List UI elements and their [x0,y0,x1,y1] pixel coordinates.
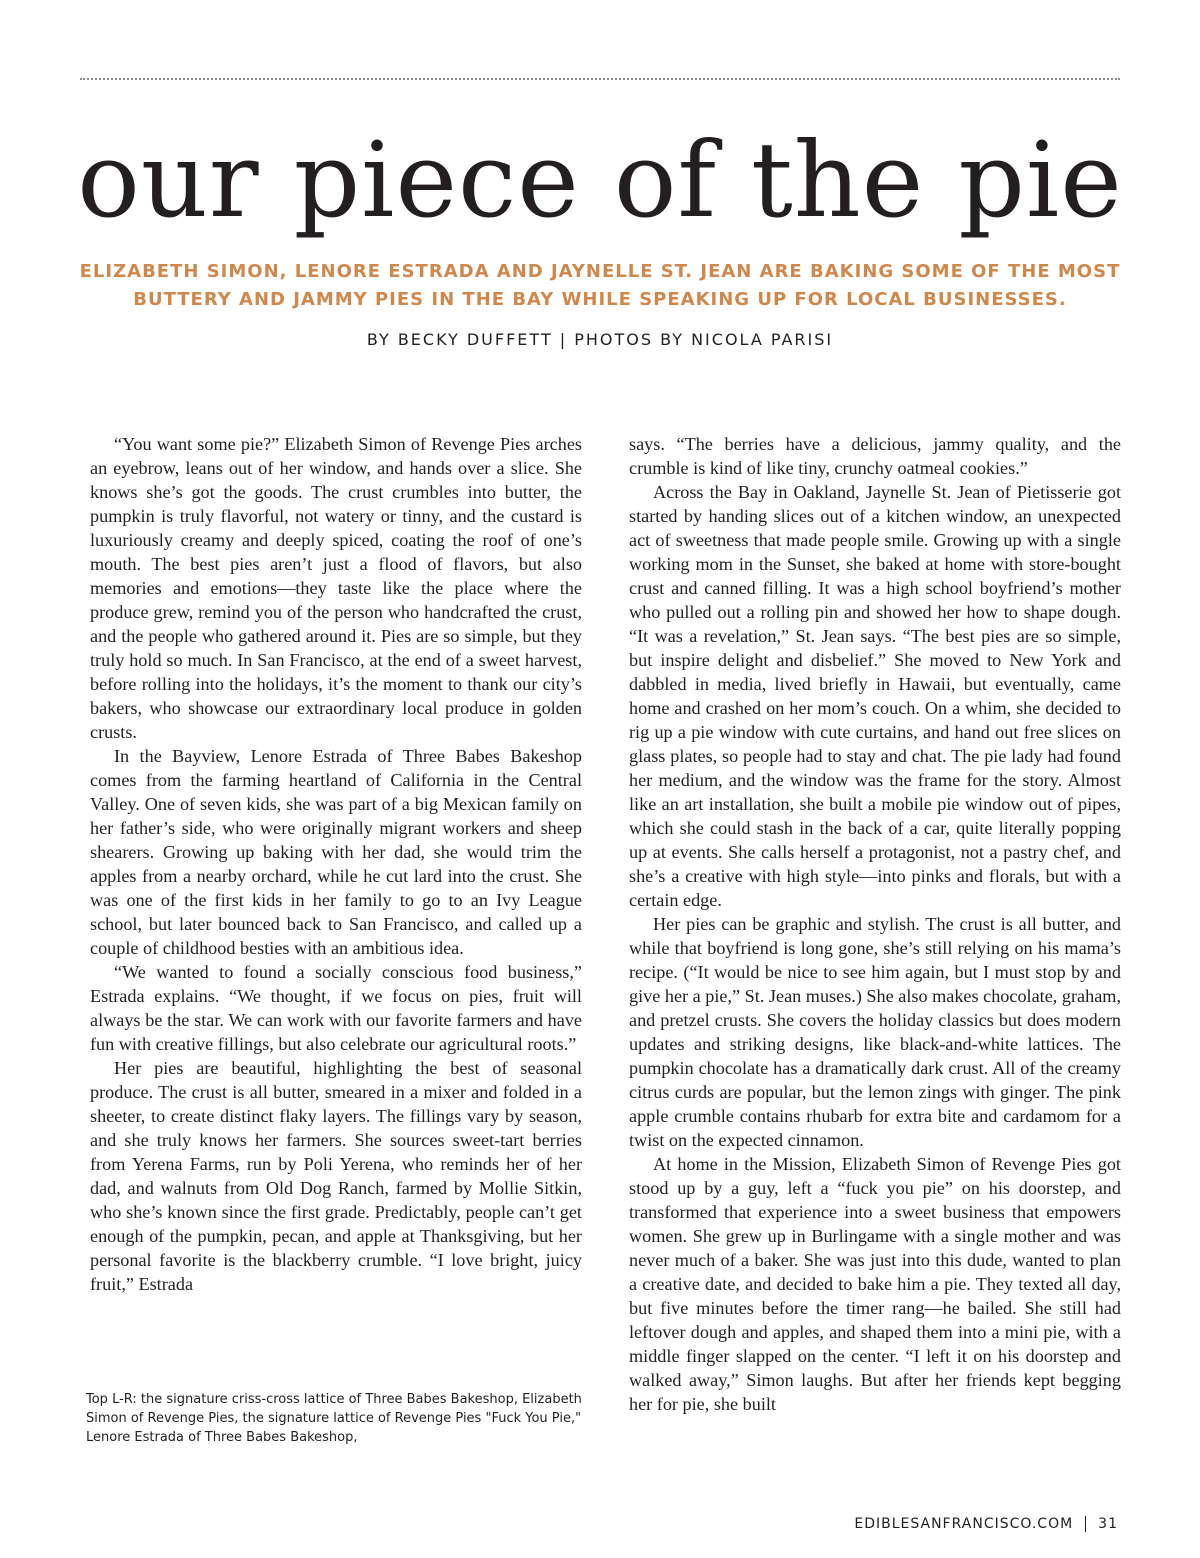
page-footer [854,1514,1118,1534]
page-number: 31 [1098,1516,1118,1532]
body-paragraph: Her pies are beautiful, highlighting the best of seasonal produce. The crust is all butter, smeared in a mixer and folded in a sheeter, to create distinct flaky layers. The fillings vary by season, and she truly knows her farmers. She sources sweet-tart berries from Yerena Farms, run by Poli Yerena, who reminds her of her dad, and walnuts from Old Dog Ranch, farmed by Mollie Sitkin, who she’s known since the first grade. Predictably, people can’t get enough of the pumpkin, pecan, and apple at Thanksgiving, but her personal favorite is the blackberry crumble. “I love bright, juicy fruit,” Estrada [90,1058,582,1294]
footer-divider [1085,1516,1086,1532]
body-paragraph: Her pies can be graphic and stylish. The crust is all butter, and while that boyfriend is long gone, she’s still relying on his mama’s recipe. (“It would be nice to see him again, but I must stop by and give her a pie,” St. Jean muses.) She also makes chocolate, graham, and pretzel crusts. She covers the holiday classics but does modern updates and striking designs, like black-and-white lattices. The pumpkin chocolate has a dramatically dark crust. All of the creamy citrus curds are popular, but the lemon zings with ginger. The pink apple crumble contains rhubarb for extra bite and cardamom for a twist on the expected cinnamon. [629,914,1121,1150]
body-paragraph-continued: says. “The berries have a delicious, jammy quality, and the crumble is kind of like tiny, crunchy oatmeal cookies.” [629,434,1121,478]
article-byline: BY BECKY DUFFETT | PHOTOS BY NICOLA PARISI [366,330,834,349]
body-paragraph: At home in the Mission, Elizabeth Simon of Revenge Pies got stood up by a guy, left a “fuck you pie” on his doorstep, and transformed that experience into a sweet business that empowers women. She grew up in Burlingame with a single mother and was never much of a baker. She was just into this dude, wanted to plan a creative date, and decided to bake him a pie. They texted all day, but five minutes before the timer rang—he bailed. She still had leftover dough and apples, and shaped them into a mini pie, with a middle finger slapped on the center. “I left it on his doorstep and walked away,” Simon laughs. But after her friends kept begging her for pie, she built [629,1154,1121,1414]
body-paragraph: In the Bayview, Lenore Estrada of Three Babes Bakeshop comes from the farming heartland of California in the Central Valley. One of seven kids, she was part of a big Mexican family on her father’s side, who were originally migrant workers and sheep shearers. Growing up baking with her dad, she would trim the apples from a nearby orchard, while he cut lard into the crust. She was one of the first kids in her family to go to an Ivy League school, but later bounced back to San Francisco, and called up a couple of childhood besties with an ambitious idea. [90,746,582,958]
body-paragraph: “We wanted to found a socially conscious food business,” Estrada explains. “We thought, if we focus on pies, fruit will always be the star. We can work with our favorite farmers and have fun with creative fillings, but also celebrate our agricultural roots.” [90,962,582,1054]
header-dotted-rule [80,78,1120,80]
footer-site-name: EDIBLESANFRANCISCO.COM [854,1516,1074,1532]
article-title: our piece of the pie [77,119,1123,241]
body-paragraph: Across the Bay in Oakland, Jaynelle St. Jean of Pietisserie got started by handing slices out of a kitchen window, an unexpected act of sweetness that made people smile. Growing up with a single working mom in the Sunset, she baked at home with store-bought crust and canned filling. It was a high school boyfriend’s mother who pulled out a rolling pin and showed her how to shape dough. “It was a revelation,” St. Jean says. “The best pies are so simple, but inspire delight and disbelief.” She moved to New York and dabbled in media, lived briefly in Hawaii, but eventually, came home and crashed on her mom’s couch. On a whim, she decided to rig up a pie window with cute curtains, and hand out free slices on glass plates, so people had to stay and chat. The pie lady had found her medium, and the window was the frame for the story. Almost like an art installation, she built a mobile pie window out of pipes, which she could stash in the back of a car, quite literally popping up at events. She calls herself a protagonist, not a pastry chef, and she’s a creative with high style—into pinks and florals, but with a certain edge. [629,482,1121,910]
article-deck: ELIZABETH SIMON, LENORE ESTRADA AND JAYNELLE ST. JEAN ARE BAKING SOME OF THE MOST BUTTERY AND JAMMY PIES IN THE BAY WHILE SPEAKING UP FOR LOCAL BUSINESSES. [79,261,1121,310]
body-paragraph: “You want some pie?” Elizabeth Simon of Revenge Pies arches an eyebrow, leans out of her window, and hands over a slice. She knows she’s got the goods. The crust crumbles into butter, the pumpkin is truly flavorful, not watery or tinny, and the custard is luxuriously creamy and deeply spiced, coating the roof of one’s mouth. The best pies aren’t just a flood of flavors, but also memories and emotions—they taste like the place where the produce grew, remind you of the person who handcrafted the crust, and the people who gathered around it. Pies are so simple, but they truly hold so much. In San Francisco, at the end of a sweet harvest, before rolling into the holidays, it’s the moment to thank our city’s bakers, who showcase our extraordinary local produce in golden crusts. [90,434,582,742]
photo-caption: Top L-R: the signature criss-cross lattice of Three Babes Bakeshop, Elizabeth Simon of Revenge Pies, the signature lattice of Revenge Pies "Fuck You Pie," Lenore Estrada of Three Babes Bakeshop, [86,1392,582,1445]
body-column-left [90,432,582,1342]
body-column-right [629,432,1121,1492]
